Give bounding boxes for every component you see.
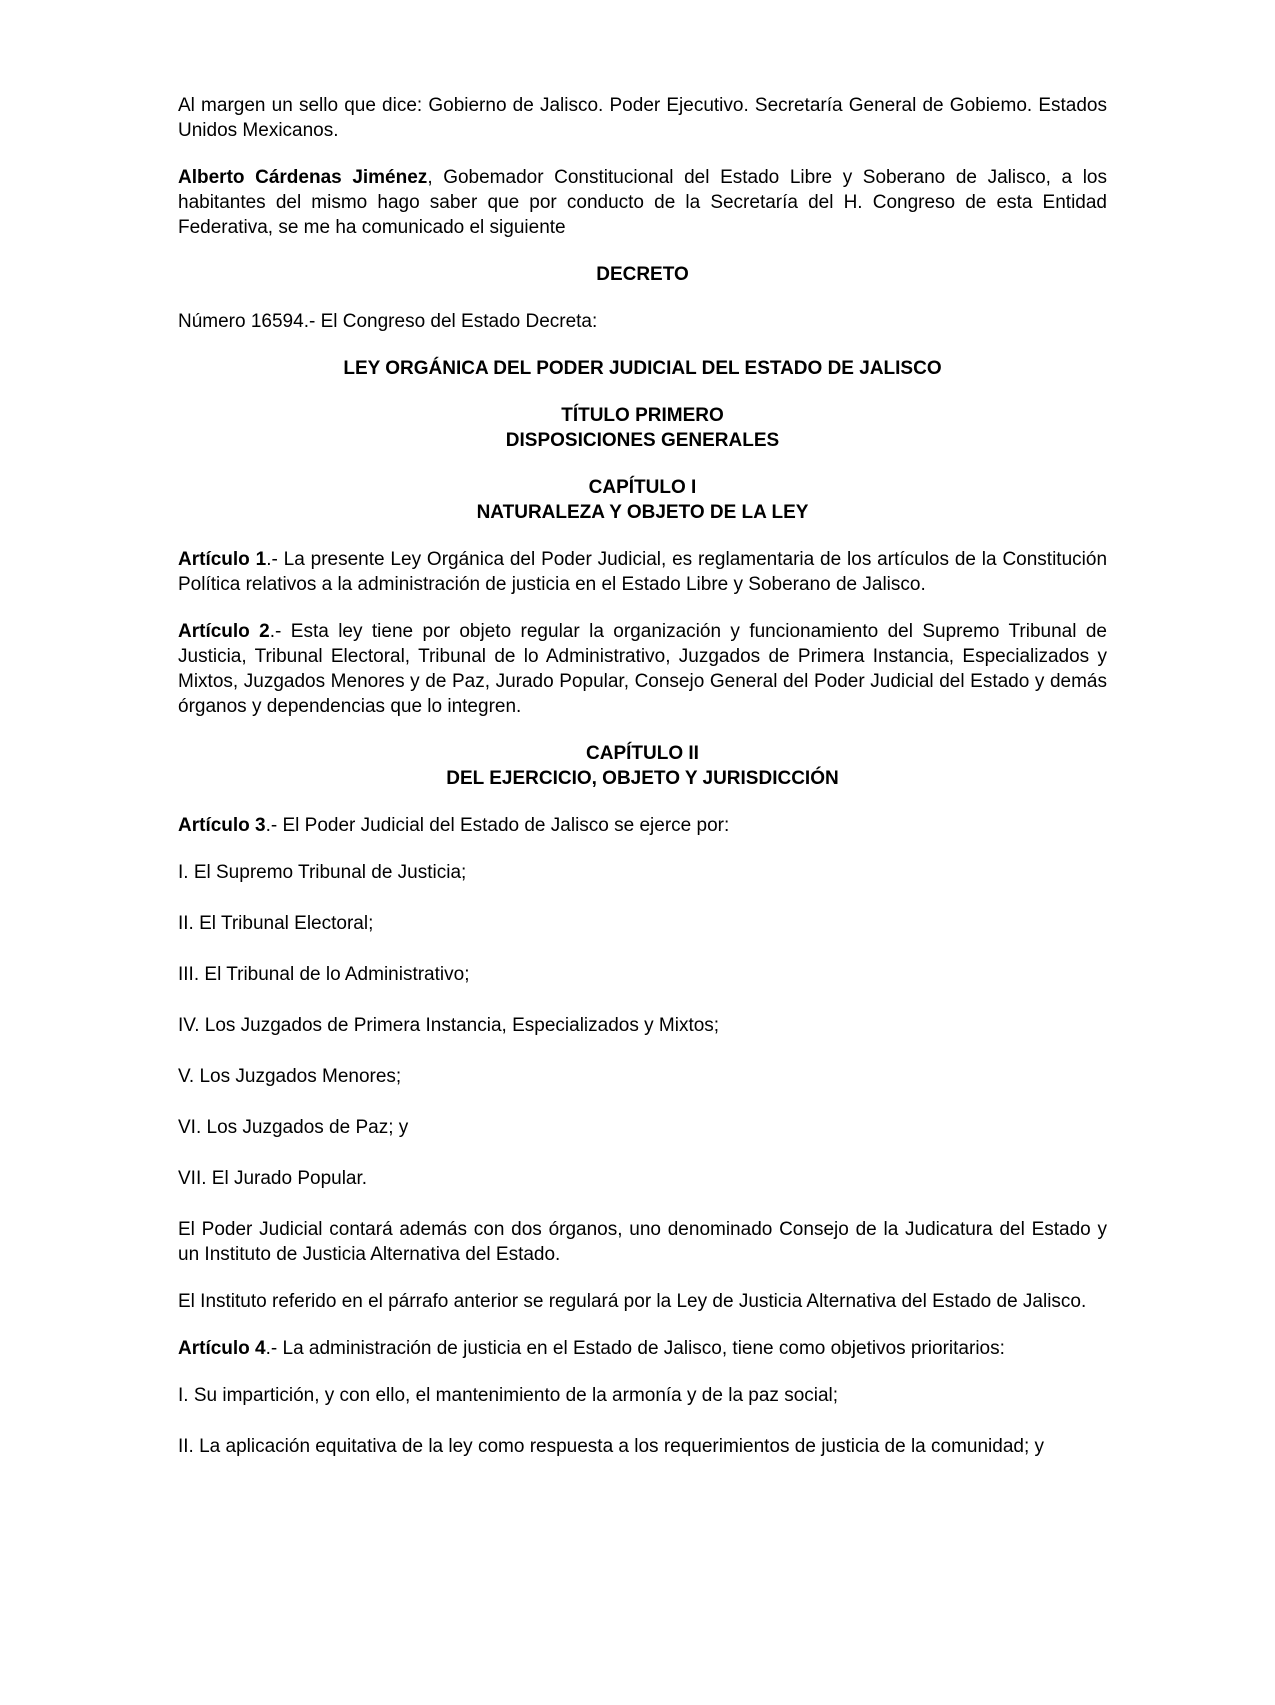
chapter-one-line2: NATURALEZA Y OBJETO DE LA LEY [476,502,809,523]
article-3-paragraph-2: El Instituto referido en el párrafo anterior se regulará por la Ley de Justicia Alternativa del Estado de Jalisco. [178,1291,1087,1312]
article-3-item: II. El Tribunal Electoral; [178,913,374,934]
article-4-text: .- La administración de justicia en el Estado de Jalisco, tiene como objetivos prioritarios: [265,1338,1005,1359]
article-3-item: IV. Los Juzgados de Primera Instancia, Especializados y Mixtos; [178,1015,720,1036]
governor-name: Alberto Cárdenas Jiménez [178,167,428,188]
article-3-paragraph-1: El Poder Judicial contará además con dos órganos, uno denominado Consejo de la Judicatura del Estado y un Instituto de Justicia Alternativa del Estado. [178,1219,1107,1265]
title-one-line1: TÍTULO PRIMERO [561,405,724,426]
decree-heading: DECRETO [596,264,689,285]
article-3-item: I. El Supremo Tribunal de Justicia; [178,862,467,883]
article-4-label: Artículo 4 [178,1338,266,1359]
article-3-item: VI. Los Juzgados de Paz; y [178,1117,409,1138]
chapter-two-line1: CAPÍTULO II [586,743,699,764]
article-3-item: V. Los Juzgados Menores; [178,1066,402,1087]
chapter-one-heading [178,475,1107,525]
article-2-label: Artículo 2 [178,621,270,642]
article-4-item: II. La aplicación equitativa de la ley como respuesta a los requerimientos de justicia de la comunidad; y [178,1436,1045,1457]
law-title: LEY ORGÁNICA DEL PODER JUDICIAL DEL ESTADO DE JALISCO [343,358,942,379]
article-1-label: Artículo 1 [178,549,267,570]
decree-number: Número 16594.- El Congreso del Estado Decreta: [178,311,598,332]
article-3-label: Artículo 3 [178,815,266,836]
title-one-line2: DISPOSICIONES GENERALES [505,430,780,451]
document-body [178,93,1107,1481]
chapter-one-line1: CAPÍTULO I [588,477,697,498]
article-2 [178,619,1107,719]
governor-paragraph [178,165,1107,240]
article-3 [178,813,1107,838]
article-1-text: .- La presente Ley Orgánica del Poder Judicial, es reglamentaria de los artículos de la Constitución Política relativos a la administración de justicia en el Estado Libre y Soberano de Jalisco. [178,549,1108,595]
article-3-item: III. El Tribunal de lo Administrativo; [178,964,470,985]
governor-text: , Gobemador Constitucional del Estado Libre y Soberano de Jalisco, a los habitantes del mismo hago saber que por conducto de la Secretaría del H. Congreso de esta Entidad Federativa, se me ha comunicado el siguiente [178,167,1108,238]
article-3-item: VII. El Jurado Popular. [178,1168,368,1189]
seal-note: Al margen un sello que dice: Gobierno de Jalisco. Poder Ejecutivo. Secretaría General de Gobiemo. Estados Unidos Mexicanos. [178,95,1107,141]
title-one-heading [178,403,1107,453]
article-2-text: .- Esta ley tiene por objeto regular la organización y funcionamiento del Supremo Tribunal de Justicia, Tribunal Electoral, Tribunal de lo Administrativo, Juzgados de Primera Instancia, Especializados y Mixtos, Juzgados Menores y de Paz, Jurado Popular, Consejo General del Poder Judicial del Estado y demás órganos y dependencias que lo integren. [178,621,1107,717]
chapter-two-line2: DEL EJERCICIO, OBJETO Y JURISDICCIÓN [446,768,839,789]
article-4 [178,1336,1107,1361]
chapter-two-heading [178,741,1107,791]
article-1 [178,547,1107,597]
article-3-text: .- El Poder Judicial del Estado de Jalisco se ejerce por: [265,815,730,836]
article-4-item: I. Su impartición, y con ello, el mantenimiento de la armonía y de la paz social; [178,1385,839,1406]
